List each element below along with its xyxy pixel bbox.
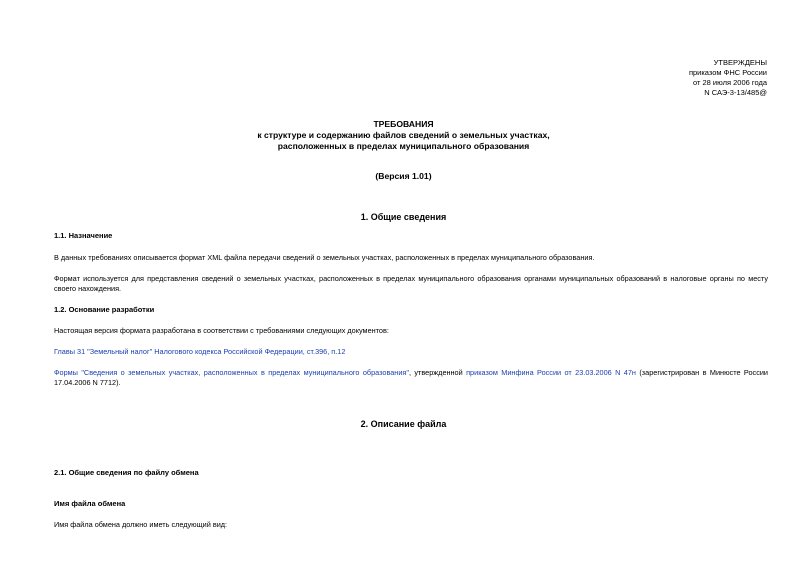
title-line-3: расположенных в пределах муниципального образования [277,141,530,151]
document-version: (Версия 1.01) [375,171,432,181]
form-text-b: (зарегистрирован в Минюсте России 17.04.2006 N 7712). [54,368,768,387]
approval-stamp [689,58,767,98]
section-2-heading: 2. Описание файла [360,419,447,429]
filename-heading: Имя файла обмена [54,499,126,508]
document-title [0,119,807,152]
tax-code-link[interactable]: Главы 31 "Земельный налог" Налогового кодекса Российской Федерации, ст.396, п.12 [54,347,346,356]
paragraph-purpose-1: В данных требованиях описывается формат XML файла передачи сведений о земельных участках, расположенных в пределах муниципального образования. [54,253,595,262]
section-1-heading: 1. Общие сведения [360,212,447,222]
subsection-1-1-heading: 1.1. Назначение [54,231,113,240]
paragraph-basis-intro: Настоящая версия формата разработана в соответствии с требованиями следующих документов: [54,326,389,335]
order-link[interactable]: приказом Минфина России от 23.03.2006 N 47н [466,368,636,377]
subsection-1-2-heading: 1.2. Основание разработки [54,305,155,314]
filename-paragraph: Имя файла обмена должно иметь следующий вид: [54,520,228,529]
paragraph-purpose-2: Формат используется для представления сведений о земельных участках, расположенных в пределах муниципального образования органами муниципальных образований в налоговые органы по месту своего нахождения. [54,274,768,293]
form-text-a: , утвержденной [408,368,467,377]
paragraph-basis-link-1 [54,347,768,357]
title-line-2: к структуре и содержанию файлов сведений о земельных участках, [257,130,550,140]
approval-line-1: УТВЕРЖДЕНЫ [713,58,767,67]
subsection-2-1-heading: 2.1. Общие сведения по файлу обмена [54,468,199,477]
title-line-1: ТРЕБОВАНИЯ [373,119,434,129]
paragraph-basis-form [54,368,768,388]
form-link[interactable]: Формы "Сведения о земельных участках, расположенных в пределах муниципального образования" [54,368,409,377]
approval-line-3: от 28 июля 2006 года [692,78,767,87]
approval-line-2: приказом ФНС России [688,68,767,77]
approval-line-4: N САЭ-3-13/485@ [704,88,767,97]
